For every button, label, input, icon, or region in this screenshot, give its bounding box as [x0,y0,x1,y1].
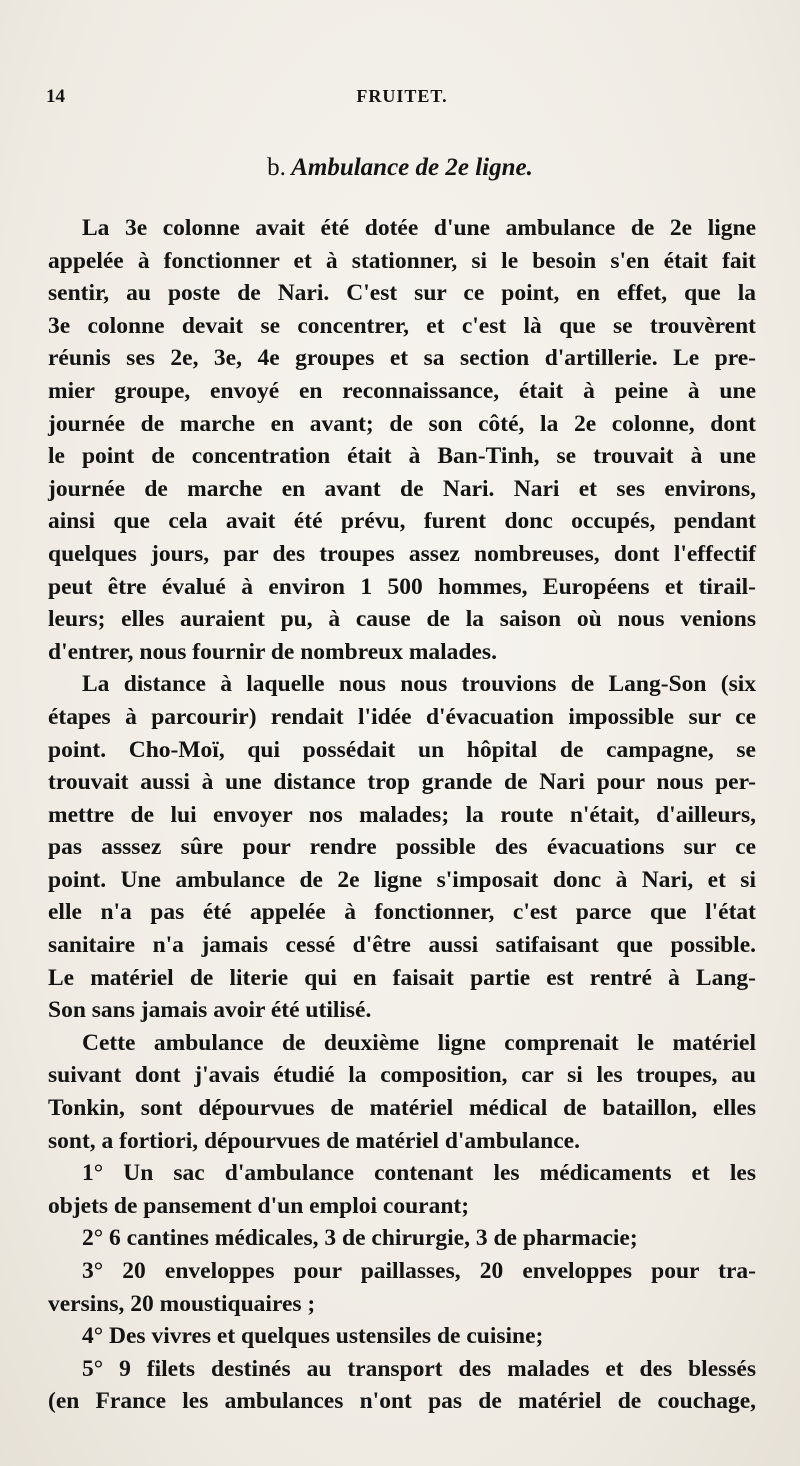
text-line: le point de concentration était à Ban-Tinh, se trouvait à une [48,443,756,470]
text-line: quelques jours, par des troupes assez nombreuses, dont l'effectif [48,540,756,567]
text-line: leurs; elles auraient pu, à cause de la saison où nous venions [48,606,756,633]
text-line: Le matériel de literie qui en faisait partie est rentré à Lang- [48,964,756,991]
text-line: sanitaire n'a jamais cessé d'être aussi satifaisant que possible. [48,932,756,959]
body-text [48,212,756,1418]
text-line: 2° 6 cantines médicales, 3 de chirurgie, 3 de pharmacie; [82,1225,638,1252]
text-line: sentir, au poste de Nari. C'est sur ce point, en effet, que la [48,280,756,307]
text-line: objets de pansement d'un emploi courant; [48,1192,470,1219]
page-number: 14 [46,86,65,107]
text-line: 1° Un sac d'ambulance contenant les médicaments et les [82,1160,756,1187]
text-line: étapes à parcourir) rendait l'idée d'évacuation impossible sur ce [48,703,756,730]
text-line: elle n'a pas été appelée à fonctionner, c'est parce que l'état [48,899,756,926]
text-line: réunis ses 2e, 3e, 4e groupes et sa section d'artillerie. Le pre- [48,345,756,372]
text-line: La 3e colonne avait été dotée d'une ambulance de 2e ligne [82,215,756,241]
text-line: sont, a fortiori, dépourvues de matériel d'ambulance. [48,1127,580,1154]
text-line: versins, 20 moustiquaires ; [48,1290,316,1317]
section-letter: b. [267,154,286,181]
text-line: mier groupe, envoyé en reconnaissance, était à peine à une [48,377,756,404]
text-line: appelée à fonctionner et à stationner, si le besoin s'en était fait [48,247,756,274]
text-line: 4° Des vivres et quelques ustensiles de cuisine; [82,1323,544,1350]
section-heading [0,154,800,182]
text-line: La distance à laquelle nous nous trouvions de Lang-Son (six [82,671,756,698]
text-line: 3e colonne devait se concentrer, et c'est là que se trouvèrent [48,312,756,339]
text-line: trouvait aussi à une distance trop grande de Nari pour nous per- [48,769,756,796]
text-line: (en France les ambulances n'ont pas de matériel de couchage, [48,1388,756,1415]
running-head [46,86,758,110]
text-line: Cette ambulance de deuxième ligne comprenait le matériel [82,1029,756,1056]
text-line: 3° 20 enveloppes pour paillasses, 20 enveloppes pour tra- [82,1258,756,1284]
text-line: peut être évalué à environ 1 500 hommes, Européens et tirail- [48,573,756,600]
text-line: mettre de lui envoyer nos malades; la route n'était, d'ailleurs, [48,801,756,828]
running-title: FRUITET. [356,86,448,106]
text-line: pas asssez sûre pour rendre possible des évacuations sur ce [48,834,756,861]
text-line: d'entrer, nous fournir de nombreux malades. [48,638,497,665]
text-line: Tonkin, sont dépourvues de matériel médical de bataillon, elles [48,1095,756,1122]
text-line: point. Cho-Moï, qui possédait un hôpital de campagne, se [48,736,756,763]
text-line: journée de marche en avant; de son côté, la 2e colonne, dont [48,410,756,437]
text-line: journée de marche en avant de Nari. Nari et ses environs, [48,475,756,502]
text-line: suivant dont j'avais étudié la composition, car si les troupes, au [48,1062,756,1089]
text-line: 5° 9 filets destinés au transport des malades et des blessés [82,1355,756,1382]
text-line: Son sans jamais avoir été utilisé. [48,997,372,1024]
text-line: ainsi que cela avait été prévu, furent donc occupés, pendant [48,508,756,535]
text-line: point. Une ambulance de 2e ligne s'imposait donc à Nari, et si [48,866,756,893]
section-title: Ambulance de 2e ligne. [291,154,533,181]
